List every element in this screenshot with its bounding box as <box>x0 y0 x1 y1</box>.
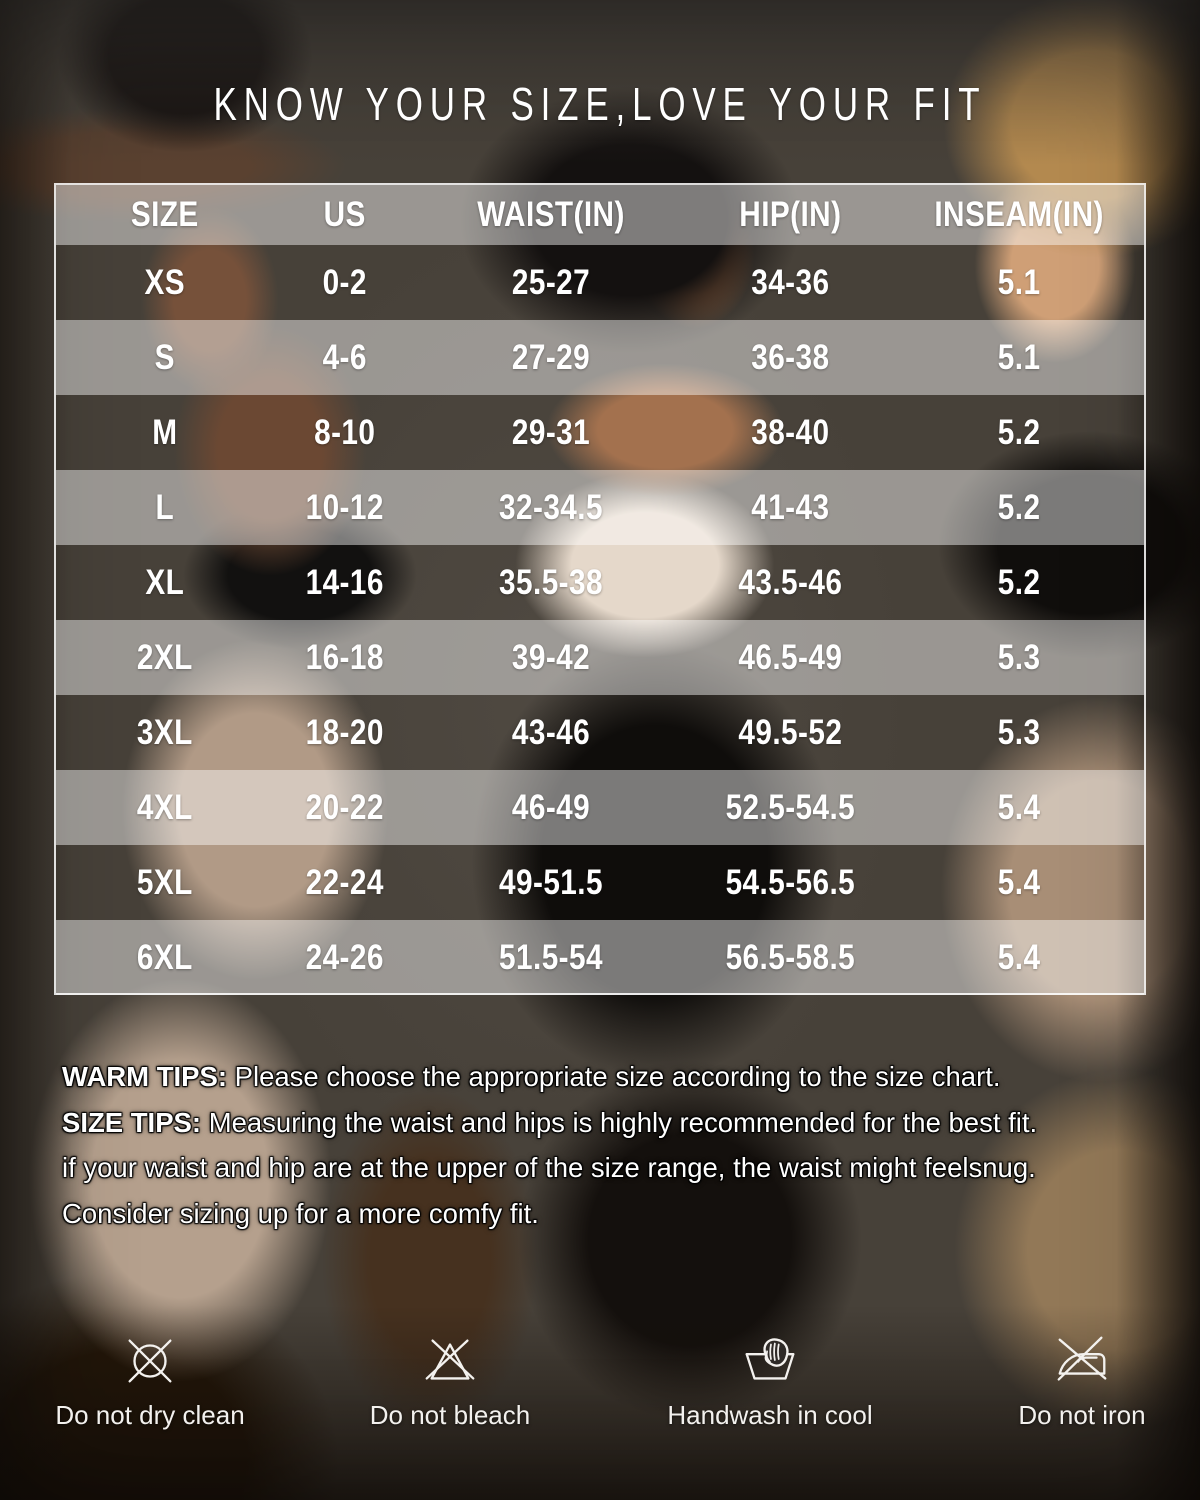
cell-size: XS <box>144 262 186 302</box>
tips-line-4: Consider sizing up for a more comfy fit. <box>62 1197 539 1229</box>
cell-waist: 25-27 <box>511 262 591 302</box>
cell-hip: 56.5-58.5 <box>725 937 856 977</box>
column-header-hip: HIP(IN) <box>739 195 842 234</box>
cell-waist: 49-51.5 <box>499 862 603 902</box>
cell-inseam: 5.2 <box>997 412 1041 452</box>
cell-inseam: 5.1 <box>997 262 1041 302</box>
size-row-5xl <box>56 845 1144 920</box>
care-label: Do not dry clean <box>55 1400 245 1430</box>
cell-inseam: 5.2 <box>997 487 1041 527</box>
cell-us: 18-20 <box>305 712 384 752</box>
cell-hip: 34-36 <box>751 262 830 302</box>
column-header-inseam: INSEAM(IN) <box>934 195 1104 234</box>
cell-inseam: 5.4 <box>997 862 1041 902</box>
cell-hip: 36-38 <box>751 337 830 377</box>
do-not-bleach-icon <box>419 1330 481 1392</box>
column-header-size: SIZE <box>130 195 199 234</box>
cell-us: 10-12 <box>305 487 384 527</box>
size-chart-table <box>54 183 1146 995</box>
cell-hip: 49.5-52 <box>738 712 843 752</box>
size-row-xs <box>56 245 1144 320</box>
cell-size: 6XL <box>136 937 193 977</box>
handwash-icon <box>739 1330 801 1392</box>
table-header-row <box>56 185 1144 245</box>
column-header-waist: WAIST(IN) <box>477 195 625 234</box>
cell-us: 24-26 <box>305 937 384 977</box>
size-row-4xl <box>56 770 1144 845</box>
cell-size: S <box>154 337 175 377</box>
column-header-us: US <box>323 195 366 234</box>
cell-hip: 43.5-46 <box>738 562 843 602</box>
care-item-handwash <box>600 1322 940 1462</box>
size-row-xl <box>56 545 1144 620</box>
care-instructions-row <box>0 1322 1200 1462</box>
cell-us: 0-2 <box>322 262 367 302</box>
cell-us: 4-6 <box>322 337 367 377</box>
cell-inseam: 5.3 <box>997 712 1041 752</box>
cell-size: 4XL <box>136 787 193 827</box>
care-item-iron <box>952 1322 1200 1462</box>
cell-us: 22-24 <box>305 862 384 902</box>
warm-tips-text: Please choose the appropriate size according to the size chart. <box>234 1061 1001 1092</box>
cell-us: 16-18 <box>305 637 384 677</box>
size-row-6xl <box>56 920 1144 995</box>
cell-hip: 54.5-56.5 <box>725 862 856 902</box>
cell-size: M <box>152 412 178 452</box>
care-label: Do not bleach <box>369 1400 531 1430</box>
warm-tips-line <box>62 1054 1037 1100</box>
cell-us: 20-22 <box>305 787 384 827</box>
cell-inseam: 5.3 <box>997 637 1041 677</box>
cell-waist: 32-34.5 <box>499 487 603 527</box>
cell-inseam: 5.2 <box>997 562 1041 602</box>
size-row-m <box>56 395 1144 470</box>
cell-inseam: 5.1 <box>997 337 1041 377</box>
cell-inseam: 5.4 <box>997 787 1041 827</box>
cell-size: 2XL <box>136 637 193 677</box>
cell-us: 14-16 <box>305 562 384 602</box>
cell-size: 3XL <box>136 712 193 752</box>
care-label: Do not iron <box>1018 1400 1146 1430</box>
cell-us: 8-10 <box>313 412 375 452</box>
size-row-s <box>56 320 1144 395</box>
cell-hip: 52.5-54.5 <box>725 787 856 827</box>
cell-waist: 51.5-54 <box>499 937 603 977</box>
page-title: KNOW YOUR SIZE,LOVE YOUR FIT <box>213 78 987 130</box>
cell-size: 5XL <box>136 862 193 902</box>
table-body <box>56 245 1144 995</box>
cell-hip: 38-40 <box>751 412 830 452</box>
care-item-dry-clean <box>0 1322 300 1462</box>
care-item-bleach <box>300 1322 600 1462</box>
care-label: Handwash in cool <box>667 1400 873 1430</box>
size-tips-label: SIZE TIPS: <box>62 1106 202 1138</box>
cell-waist: 39-42 <box>511 637 591 677</box>
warm-tips-label: WARM TIPS: <box>62 1061 227 1092</box>
size-tips-block <box>62 1054 1037 1236</box>
size-row-l <box>56 470 1144 545</box>
tips-line-3: if your waist and hip are at the upper of the size range, the waist might feelsnug. <box>62 1152 1036 1183</box>
size-row-2xl <box>56 620 1144 695</box>
cell-hip: 41-43 <box>751 487 830 527</box>
cell-hip: 46.5-49 <box>738 637 843 677</box>
cell-waist: 43-46 <box>511 712 591 752</box>
size-tips-line <box>62 1100 1037 1146</box>
size-tips-text: Measuring the waist and hips is highly recommended for the best fit. <box>208 1106 1038 1138</box>
cell-size: XL <box>145 562 185 602</box>
cell-waist: 27-29 <box>511 337 591 377</box>
cell-size: L <box>155 487 175 527</box>
cell-inseam: 5.4 <box>997 937 1041 977</box>
cell-waist: 46-49 <box>511 787 591 827</box>
do-not-dry-clean-icon <box>119 1330 181 1392</box>
size-row-3xl <box>56 695 1144 770</box>
cell-waist: 29-31 <box>511 412 591 452</box>
do-not-iron-icon <box>1051 1330 1113 1392</box>
cell-waist: 35.5-38 <box>499 562 603 602</box>
